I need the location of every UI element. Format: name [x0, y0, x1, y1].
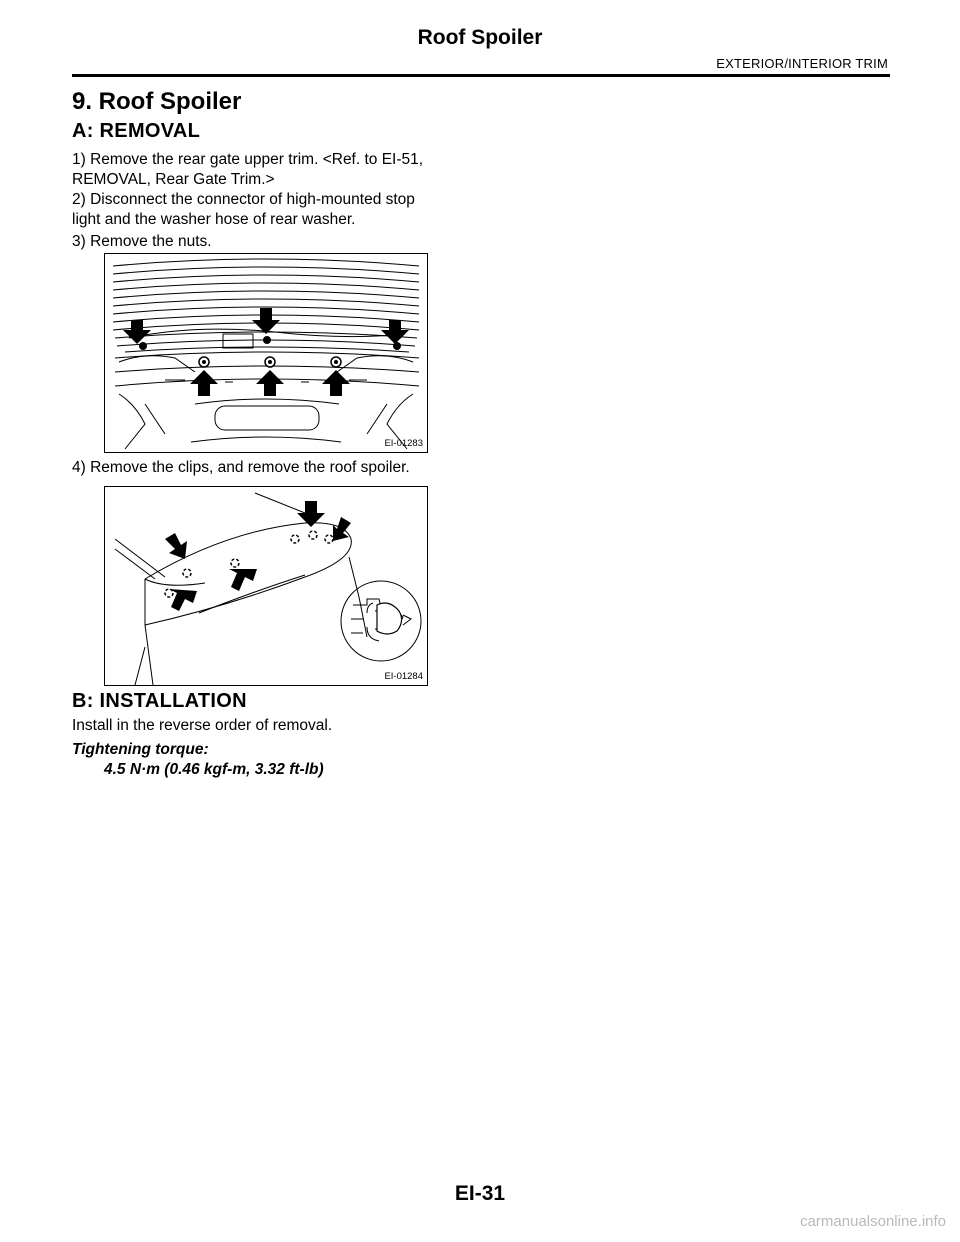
figure-clips-code: EI-01284: [384, 671, 423, 682]
clip-icon: [325, 535, 333, 543]
section-name: EXTERIOR/INTERIOR TRIM: [716, 56, 888, 71]
figure-nuts-drawing: [105, 254, 427, 452]
arrow-icon: [165, 501, 351, 611]
clip-icon: [183, 569, 191, 577]
clip-icon: [291, 535, 299, 543]
figure-nuts-code: EI-01283: [384, 438, 423, 449]
step-4: 4) Remove the clips, and remove the roof spoiler.: [72, 459, 410, 476]
figure-clips: [104, 486, 428, 686]
figure-nuts: [104, 253, 428, 453]
step-1: [72, 150, 472, 190]
step-1-line-1: 1) Remove the rear gate upper trim. <Ref. to EI-51,: [72, 151, 424, 168]
watermark: carmanualsonline.info: [800, 1213, 946, 1230]
clip-icon: [231, 559, 239, 567]
nut-icon: [139, 342, 147, 350]
header-rule: [72, 74, 890, 77]
nut-icon: [263, 336, 271, 344]
torque-value: 4.5 N·m (0.46 kgf-m, 3.32 ft-lb): [104, 761, 324, 778]
step-2-line-2: light and the washer hose of rear washer.: [72, 211, 356, 228]
step-2-line-1: 2) Disconnect the connector of high-mounted stop: [72, 191, 415, 208]
removal-heading: A: REMOVAL: [72, 120, 201, 142]
step-1-line-2: REMOVAL, Rear Gate Trim.>: [72, 171, 275, 188]
page-header-title: Roof Spoiler: [417, 26, 543, 49]
step-2: [72, 190, 472, 230]
step-3: 3) Remove the nuts.: [72, 233, 212, 250]
installation-heading: B: INSTALLATION: [72, 690, 247, 712]
figure-clips-drawing: [105, 487, 427, 685]
clip-icon: [309, 531, 317, 539]
clip-icon: [165, 589, 173, 597]
page-number: EI-31: [454, 1182, 506, 1205]
torque-label: Tightening torque:: [72, 741, 209, 758]
installation-text: Install in the reverse order of removal.: [72, 717, 333, 734]
page-title: 9. Roof Spoiler: [72, 88, 242, 115]
